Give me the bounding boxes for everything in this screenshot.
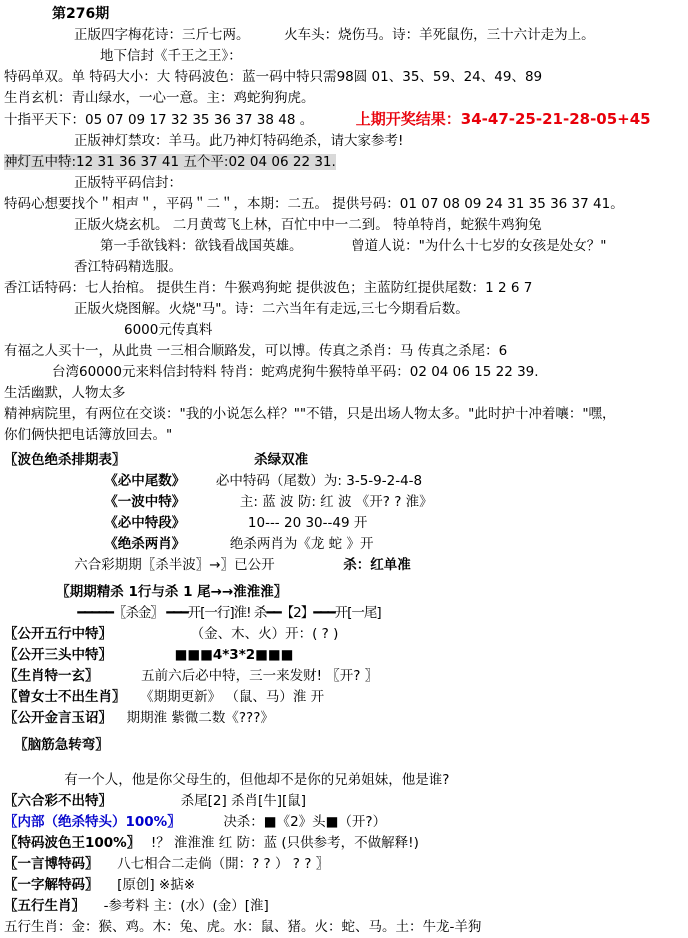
eq-left: ━━━━━〖杀金〗 (77, 605, 163, 621)
riddle-row (4, 896, 684, 917)
text-line: 有福之人买十一，从此贵 一三相合顺路发，可以博。传真之杀肖：马 传真之杀尾：6 (4, 343, 508, 359)
text-line: 台湾60000元来料信封特料 特肖：蛇鸡虎狗牛猴特单平码：02 04 06 15 22 39. (52, 364, 539, 380)
five-elements-line: 五行生肖：金：猴、鸡。木：兔、虎。水：鼠、猪。火：蛇、马。土：牛龙-羊狗 (4, 919, 482, 935)
row-value: 绝杀两肖为《龙 蛇 》开 (229, 536, 374, 552)
forecast-head: 〖期期精杀 1行与杀 1 尾→→淮淮淮〗 (56, 584, 288, 600)
row-value: ■■■4*3*2■■■ (174, 647, 294, 663)
row-label: 《一波中特》 (104, 494, 186, 510)
row-value: 主: 蓝 波 防: 红 波 《开? ? 淮》 (239, 494, 433, 510)
text-line-with-result: 十指平天下：05 07 09 17 32 35 36 37 38 48 。 上期开奖结果：34-47-25-21-28-05+45 (4, 110, 651, 128)
eq-mid: ━━━开[一行]淮! 杀━━【2】━━━开[一尾] (166, 605, 381, 621)
table-row (4, 513, 684, 534)
row-label: 《绝杀两肖》 (104, 536, 186, 552)
riddle-head: 〖脑筋急转弯〗 (14, 737, 109, 753)
riddle-row (4, 854, 684, 875)
row-value: 《期期更新》 （鼠、马）淮 开 (140, 689, 325, 705)
text-line: 精神病院里，有两位在交谈："我的小说怎么样？""不错，只是出场人物太多。"此时护十冲着嚷："嘿， (4, 406, 616, 422)
wave-table-header (4, 450, 684, 471)
forecast-row (4, 687, 684, 708)
row-label: 《必中特段》 (104, 515, 186, 531)
row-label: 〖特码波色王100%〗 (4, 835, 141, 851)
wave-color-table (0, 450, 688, 576)
table-row (4, 534, 684, 555)
text-line: 正版火烧图解。火烧"马"。诗：二六当年有走远,三七今期看后数。 (74, 301, 469, 317)
riddle-row (4, 833, 684, 854)
table-row (4, 471, 684, 492)
text-line: 正版四字梅花诗：三斤七两。 火车头：烧伤马。诗：羊死鼠伤，三十六计走为上。 (74, 27, 595, 43)
wave-table-subtitle: 杀绿双准 (254, 452, 309, 468)
body-text (0, 25, 688, 446)
row-label: 〖内部（绝杀特头）100%〗 (4, 814, 181, 830)
text-line: 香江特码精选服。 (74, 259, 182, 275)
text-line: 正版神灯禁攻：羊马。此乃神灯特码绝杀，请大家参考! (74, 133, 404, 149)
row-value: 10--- 20 30--49 开 (247, 515, 368, 531)
riddle-row (4, 791, 684, 812)
table-row (4, 492, 684, 513)
riddle-row (4, 812, 684, 833)
riddle-block (0, 735, 688, 938)
riddle-row (4, 875, 684, 896)
riddle-text: 有一个人，他是你父母生的，但他却不是你的兄弟姐妹，他是谁? (64, 772, 450, 788)
row-label: 〖生肖特一玄〗 (4, 668, 99, 684)
row-value: !？ 淮淮淮 红 防：蓝 (只供参考，不做解释!) (150, 835, 419, 851)
row-value: 决杀：■《2》头■（开?） (223, 814, 387, 830)
forecast-row (4, 666, 684, 687)
row-label: 〖五行生肖〗 (4, 898, 85, 914)
text-line: 地下信封《千王之王》： (100, 48, 242, 64)
text-line: 特码单双。单 特码大小：大 特码波色：蓝一码中特只需98圆 01、35、59、24、49、89 (4, 69, 543, 85)
issue-title: 第276期 (52, 6, 110, 22)
text-line: 特码心想要找个＂相声＂，平码＂二＂，本期：二五。 提供号码：01 07 08 09 24 31 35 36 37 41。 (4, 196, 624, 212)
text-line: 神灯五中特:12 31 36 37 41 五个平:02 04 06 22 31. (4, 154, 336, 170)
text-line: 生活幽默，人物太多 (4, 385, 126, 401)
row-label: 〖曾女士不出生肖〗 (4, 689, 126, 705)
row-label: 〖六合彩不出特〗 (4, 793, 112, 809)
text-line: 正版特平码信封： (74, 175, 182, 191)
footer-right: 杀：红单准 (343, 557, 411, 573)
row-label: 〖公开三头中特〗 (4, 647, 112, 663)
forecast-eq-row (4, 603, 684, 624)
row-value: 杀尾[2] 杀肖[牛][鼠] (180, 793, 307, 809)
row-value: -参考料 主：(水）(金）[淮] (103, 898, 269, 914)
table-footer (4, 555, 684, 576)
row-label: 〖公开金言玉诏〗 (4, 710, 112, 726)
text-line: 香江话特码：七人抬棺。 提供生肖：牛猴鸡狗蛇 提供波色；主蓝防红提供尾数：1 2 6 7 (4, 280, 533, 296)
row-value: 必中特码（尾数）为: 3-5-9-2-4-8 (215, 473, 423, 489)
row-value: [原创] ※掂※ (117, 877, 196, 893)
row-label: 〖一字解特码〗 (4, 877, 99, 893)
text-line: 第一手欲钱料：欲钱看战国英雄。 曾道人说："为什么十七岁的女孩是处女？" (100, 238, 607, 254)
issue-title-row (0, 0, 688, 25)
text-line: 6000元传真料 (124, 322, 213, 338)
row-value: （金、木、火）开：( ? ) (190, 626, 339, 642)
text-line: 你们俩快把电话簿放回去。" (4, 427, 173, 443)
text-line: 生肖玄机：青山绿水，一心一意。主：鸡蛇狗狗虎。 (4, 90, 315, 106)
footer-left: 六合彩期期〖杀半波〗→〗已公开 (74, 557, 275, 573)
last-draw-result: 上期开奖结果：34-47-25-21-28-05+45 (355, 110, 651, 128)
row-label: 〖公开五行中特〗 (4, 626, 112, 642)
row-value: 期期淮 紫微二数《???》 (126, 710, 274, 726)
text-line: 正版火烧玄机。 二月黄莺飞上林，百忙中中一二到。 特单特肖，蛇猴牛鸡狗兔 (74, 217, 542, 233)
row-value: 八七相合二走倘（開：? ? ） ? ? 〗 (117, 856, 330, 872)
forecast-row (4, 708, 684, 729)
row-label: 〖一言博特码〗 (4, 856, 99, 872)
row-label: 《必中尾数》 (104, 473, 186, 489)
wave-table-title: 〖波色绝杀排期表〗 (4, 452, 126, 468)
forecast-row (4, 645, 684, 666)
forecast-block (0, 582, 688, 729)
row-value: 五前六后必中特，三一来发财! 〖开? 〗 (141, 668, 379, 684)
forecast-row (4, 624, 684, 645)
